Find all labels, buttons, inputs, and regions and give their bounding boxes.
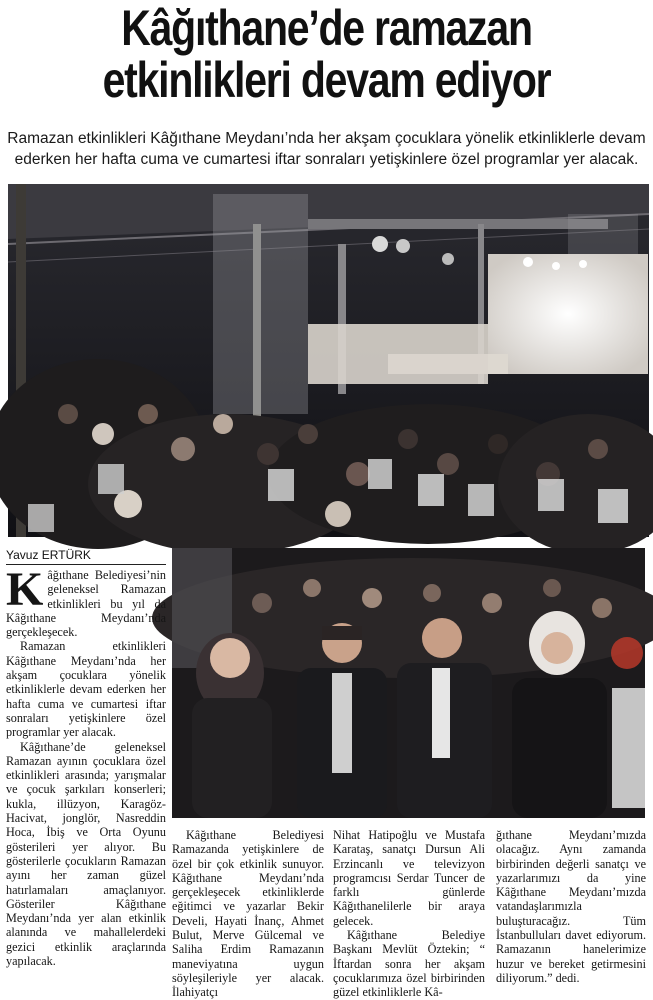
article-paragraph: Kâğıthane Belediye Başkanı Mevlüt Öztekin; “ İftardan sonra her akşam çocuklarımıza özel birbirinden güzel etkinliklerle Kâ- — [333, 928, 485, 1000]
headline-line-2: etkinlikleri devam ediyor — [102, 52, 551, 108]
byline: Yavuz ERTÜRK — [6, 548, 166, 565]
article-paragraph: âğıthane Belediyesi’nin geleneksel Ramazan etkinlikleri bu yıl da Kâğıthane Meydanı’nda gerçekleşecek. — [6, 568, 166, 640]
article-paragraph: ğıthane Meydanı’mızda olacağız. Aynı zamanda birbirinden değerli sanatçı ve yazarlarımızı da yine Kâğıthane Meydanı’mızda vatandaşlarımızla buluşturacağız. Tüm İstanbulluları davet ediyorum. Ramazanın hanelerimize huzur ve bereket getirmesini diliyorum.” dedi. — [496, 828, 646, 985]
article-paragraph: Kâğıthane’de geleneksel Ramazan ayının çocuklara özel etkinlikleri arasında; yarışmalar ve çocuk şarkıları konserleri; kukla, illüzyon, Karagöz- Hacivat, jonglör, Nasreddin Hoca, İbiş ve Orta Oyunu gösterileri yer alıyor. Bu gösterilerle çocukların Ramazan ayını her zaman güzel hatırlamaları amaçlanıyor. Gösteriler Kâğıthane Meydanı’nda yer alan etkinlik alanında ve mahallelerdeki gezici etkinlik araçlarında yapılacak. — [6, 739, 166, 969]
article-column-4 — [496, 828, 646, 992]
article-paragraph: Nihat Hatipoğlu ve Mustafa Karataş, sanatçı Dursun Ali Erzincanlı ve televizyon programcısı Serdar Tuncer de farklı günlerde Kâğıthanelilerle bir araya gelecek. — [333, 828, 485, 928]
article-column-1 — [6, 563, 166, 992]
front-row-guests-photo — [172, 548, 645, 818]
dropcap: K — [6, 563, 44, 616]
article-paragraph: Ramazan etkinlikleri Kâğıthane Meydanı’nda her akşam çocuklara yönelik etkinliklerle devam ederken her hafta cuma ve cumartesi iftar sonraları yetişkinlere özel programlar yer alacak. — [6, 639, 166, 740]
spot-text: Ramazan etkinlikleri Kâğıthane Meydanı’nda her akşam çocuklara yönelik etkinliklerle devam ederken her hafta cuma ve cumartesi iftar sonraları yetişkinlere özel programlar yer alacak. — [7, 130, 646, 168]
headline — [59, 2, 594, 106]
article-paragraph: Kâğıthane Belediyesi Ramazanda yetişkinlere de özel bir çok etkinlik sunuyor. Kâğıthane Meydanı’nda gerçekleşecek etkinliklerde eğitimci ve yazarlar Bekir Develi, Hayati İnanç, Ahmet Bulut, Merve Gülcemal ve Saliha Erdim Ramazanın maneviyatına uygun söyleşileriyle yer alacak. İlahiyatçı — [172, 828, 324, 1000]
event-crowd-photo — [8, 184, 649, 537]
headline-line-1: Kâğıthane’de ramazan — [121, 0, 532, 56]
article-column-2 — [172, 828, 324, 1000]
article-column-3 — [333, 828, 485, 1000]
